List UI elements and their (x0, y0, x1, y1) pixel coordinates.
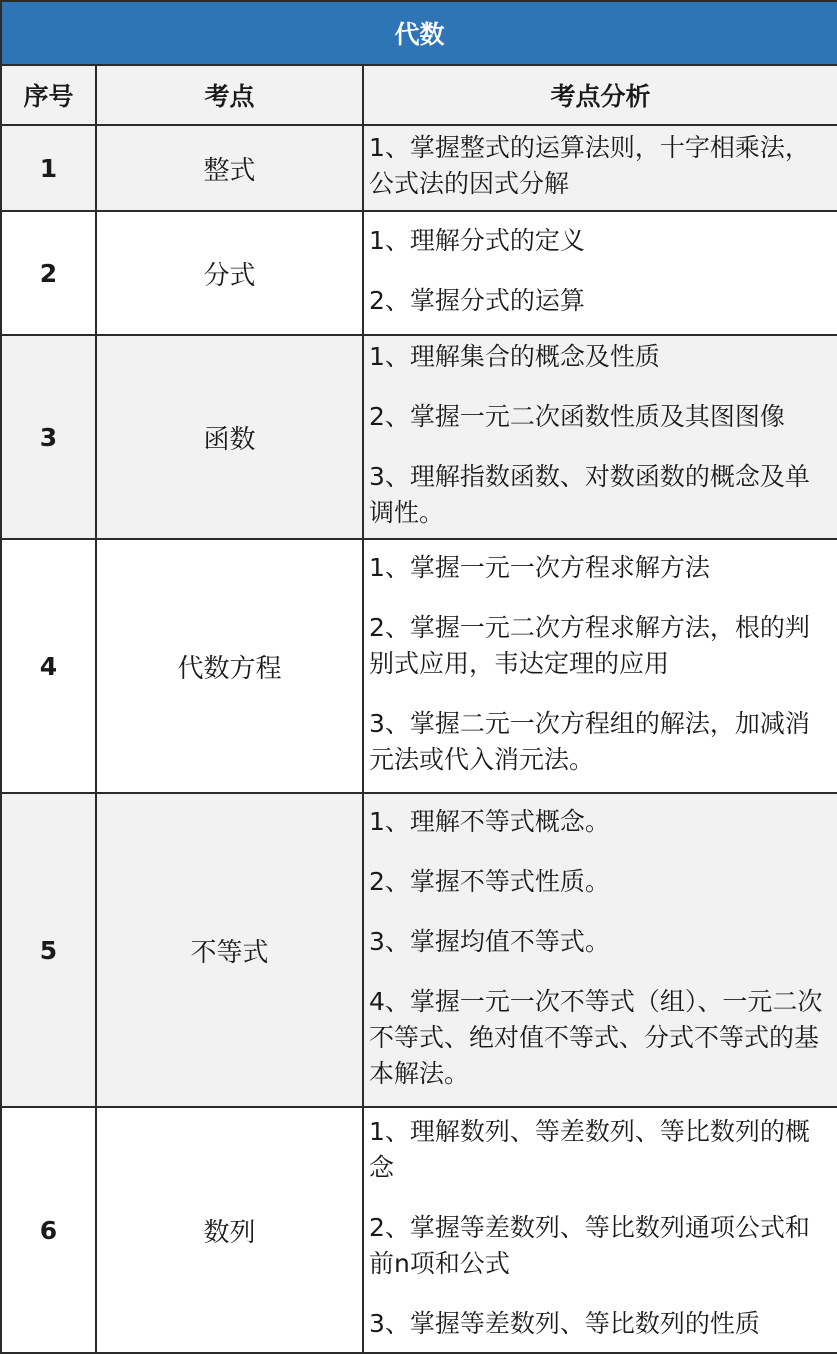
analysis-point: 4、掌握一元一次不等式（组）、一元二次不等式、绝对值不等式、分式不等式的基本解法。 (369, 987, 823, 1088)
analysis-point: 3、掌握二元一次方程组的解法，加减消元法或代入消元法。 (369, 709, 810, 774)
header-topic: 考点 (96, 65, 363, 125)
analysis-point: 2、掌握分式的运算 (369, 286, 585, 315)
analysis-point: 3、掌握等差数列、等比数列的性质 (369, 1309, 760, 1338)
analysis-point: 2、掌握一元二次方程求解方法，根的判别式应用，韦达定理的应用 (369, 613, 810, 678)
analysis-point: 2、掌握一元二次函数性质及其图图像 (369, 402, 785, 431)
row-analysis (363, 335, 837, 539)
row-index: 3 (1, 335, 96, 539)
row-analysis (363, 125, 837, 211)
table-row (1, 211, 837, 335)
table-row (1, 539, 837, 793)
table-row (1, 793, 837, 1107)
table-row (1, 1107, 837, 1353)
row-analysis (363, 211, 837, 335)
row-topic: 整式 (96, 125, 363, 211)
analysis-point: 1、理解集合的概念及性质 (369, 342, 660, 371)
table-title-row (1, 1, 837, 65)
analysis-point: 2、掌握不等式性质。 (369, 867, 610, 896)
row-analysis (363, 539, 837, 793)
row-topic: 数列 (96, 1107, 363, 1353)
row-index: 1 (1, 125, 96, 211)
row-topic: 不等式 (96, 793, 363, 1107)
analysis-point: 1、理解数列、等差数列、等比数列的概念 (369, 1117, 810, 1182)
table-header-row (1, 65, 837, 125)
table-row (1, 335, 837, 539)
row-topic: 函数 (96, 335, 363, 539)
header-analysis: 考点分析 (363, 65, 837, 125)
analysis-point: 2、掌握等差数列、等比数列通项公式和前n项和公式 (369, 1213, 810, 1278)
analysis-point: 1、掌握整式的运算法则，十字相乘法，公式法的因式分解 (369, 133, 810, 198)
header-index: 序号 (1, 65, 96, 125)
table-title: 代数 (1, 1, 837, 65)
row-topic: 代数方程 (96, 539, 363, 793)
analysis-point: 1、理解分式的定义 (369, 226, 585, 255)
row-index: 5 (1, 793, 96, 1107)
analysis-point: 1、掌握一元一次方程求解方法 (369, 553, 710, 582)
row-topic: 分式 (96, 211, 363, 335)
analysis-point: 1、理解不等式概念。 (369, 807, 610, 836)
row-analysis (363, 1107, 837, 1353)
table-row (1, 125, 837, 211)
row-index: 6 (1, 1107, 96, 1353)
row-analysis (363, 793, 837, 1107)
analysis-point: 3、掌握均值不等式。 (369, 927, 610, 956)
row-index: 2 (1, 211, 96, 335)
analysis-point: 3、理解指数函数、对数函数的概念及单调性。 (369, 462, 810, 527)
row-index: 4 (1, 539, 96, 793)
